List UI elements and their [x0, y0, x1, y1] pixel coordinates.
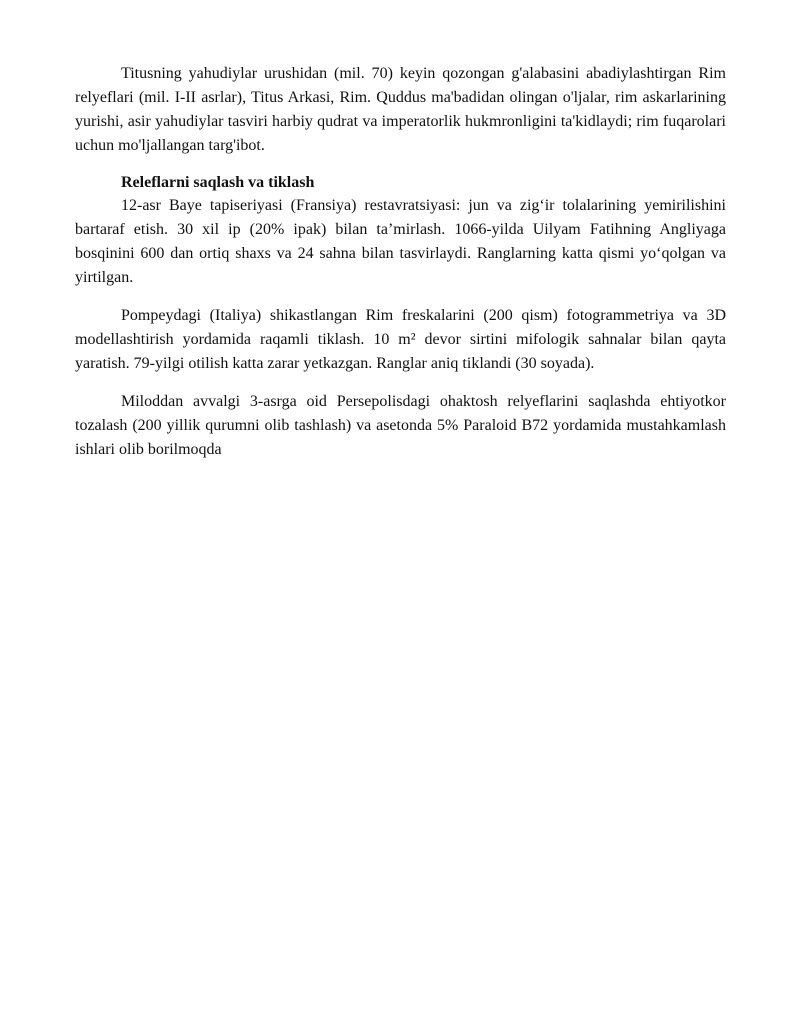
section-heading: Releflarni saqlash va tiklash — [121, 174, 315, 191]
document-page — [75, 62, 726, 462]
paragraph-titus-arch: Titusning yahudiylar urushidan (mil. 70) keyin qozongan g'alabasini abadiylashtirgan Rim relyeflari (mil. I-II asrlar), Titus Arkasi, Rim. Quddus ma'badidan olingan o'ljalar, rim askarlarining yurishi, asir yahudiylar tasviri harbiy qudrat va imperatorlik hukmronligini ta'kidlaydi; rim fuqarolari uchun mo'ljallangan targ'ibot. — [75, 65, 726, 154]
paragraph-persepolis-reliefs: Miloddan avvalgi 3-asrga oid Persepolisdagi ohaktosh relyeflarini saqlashda ehtiyotkor tozalash (200 yillik qurumni olib tashlash) va asetonda 5% Paraloid B72 yordamida mustahkamlash ishlari olib borilmoqda — [75, 393, 726, 458]
paragraph-bayeux-tapestry: 12-asr Baye tapiseriyasi (Fransiya) restavratsiyasi: jun va zig‘ir tolalarining yemirilishini bartaraf etish. 30 xil ip (20% ipak) bilan ta’mirlash. 1066-yilda Uilyam Fatihning Angliyaga bosqinini 600 dan ortiq shaxs va 24 sahna bilan tasvirlaydi. Ranglarning katta qismi yo‘qolgan va yirtilgan. — [75, 197, 726, 286]
paragraph-pompeii-frescoes: Pompeydagi (Italiya) shikastlangan Rim freskalarini (200 qism) fotogrammetriya va 3D modellashtirish yordamida raqamli tiklash. 10 m² devor sirtini mifologik sahnalar bilan qayta yaratish. 79-yilgi otilish katta zarar yetkazgan. Ranglar aniq tiklandi (30 soyada). — [75, 307, 726, 372]
